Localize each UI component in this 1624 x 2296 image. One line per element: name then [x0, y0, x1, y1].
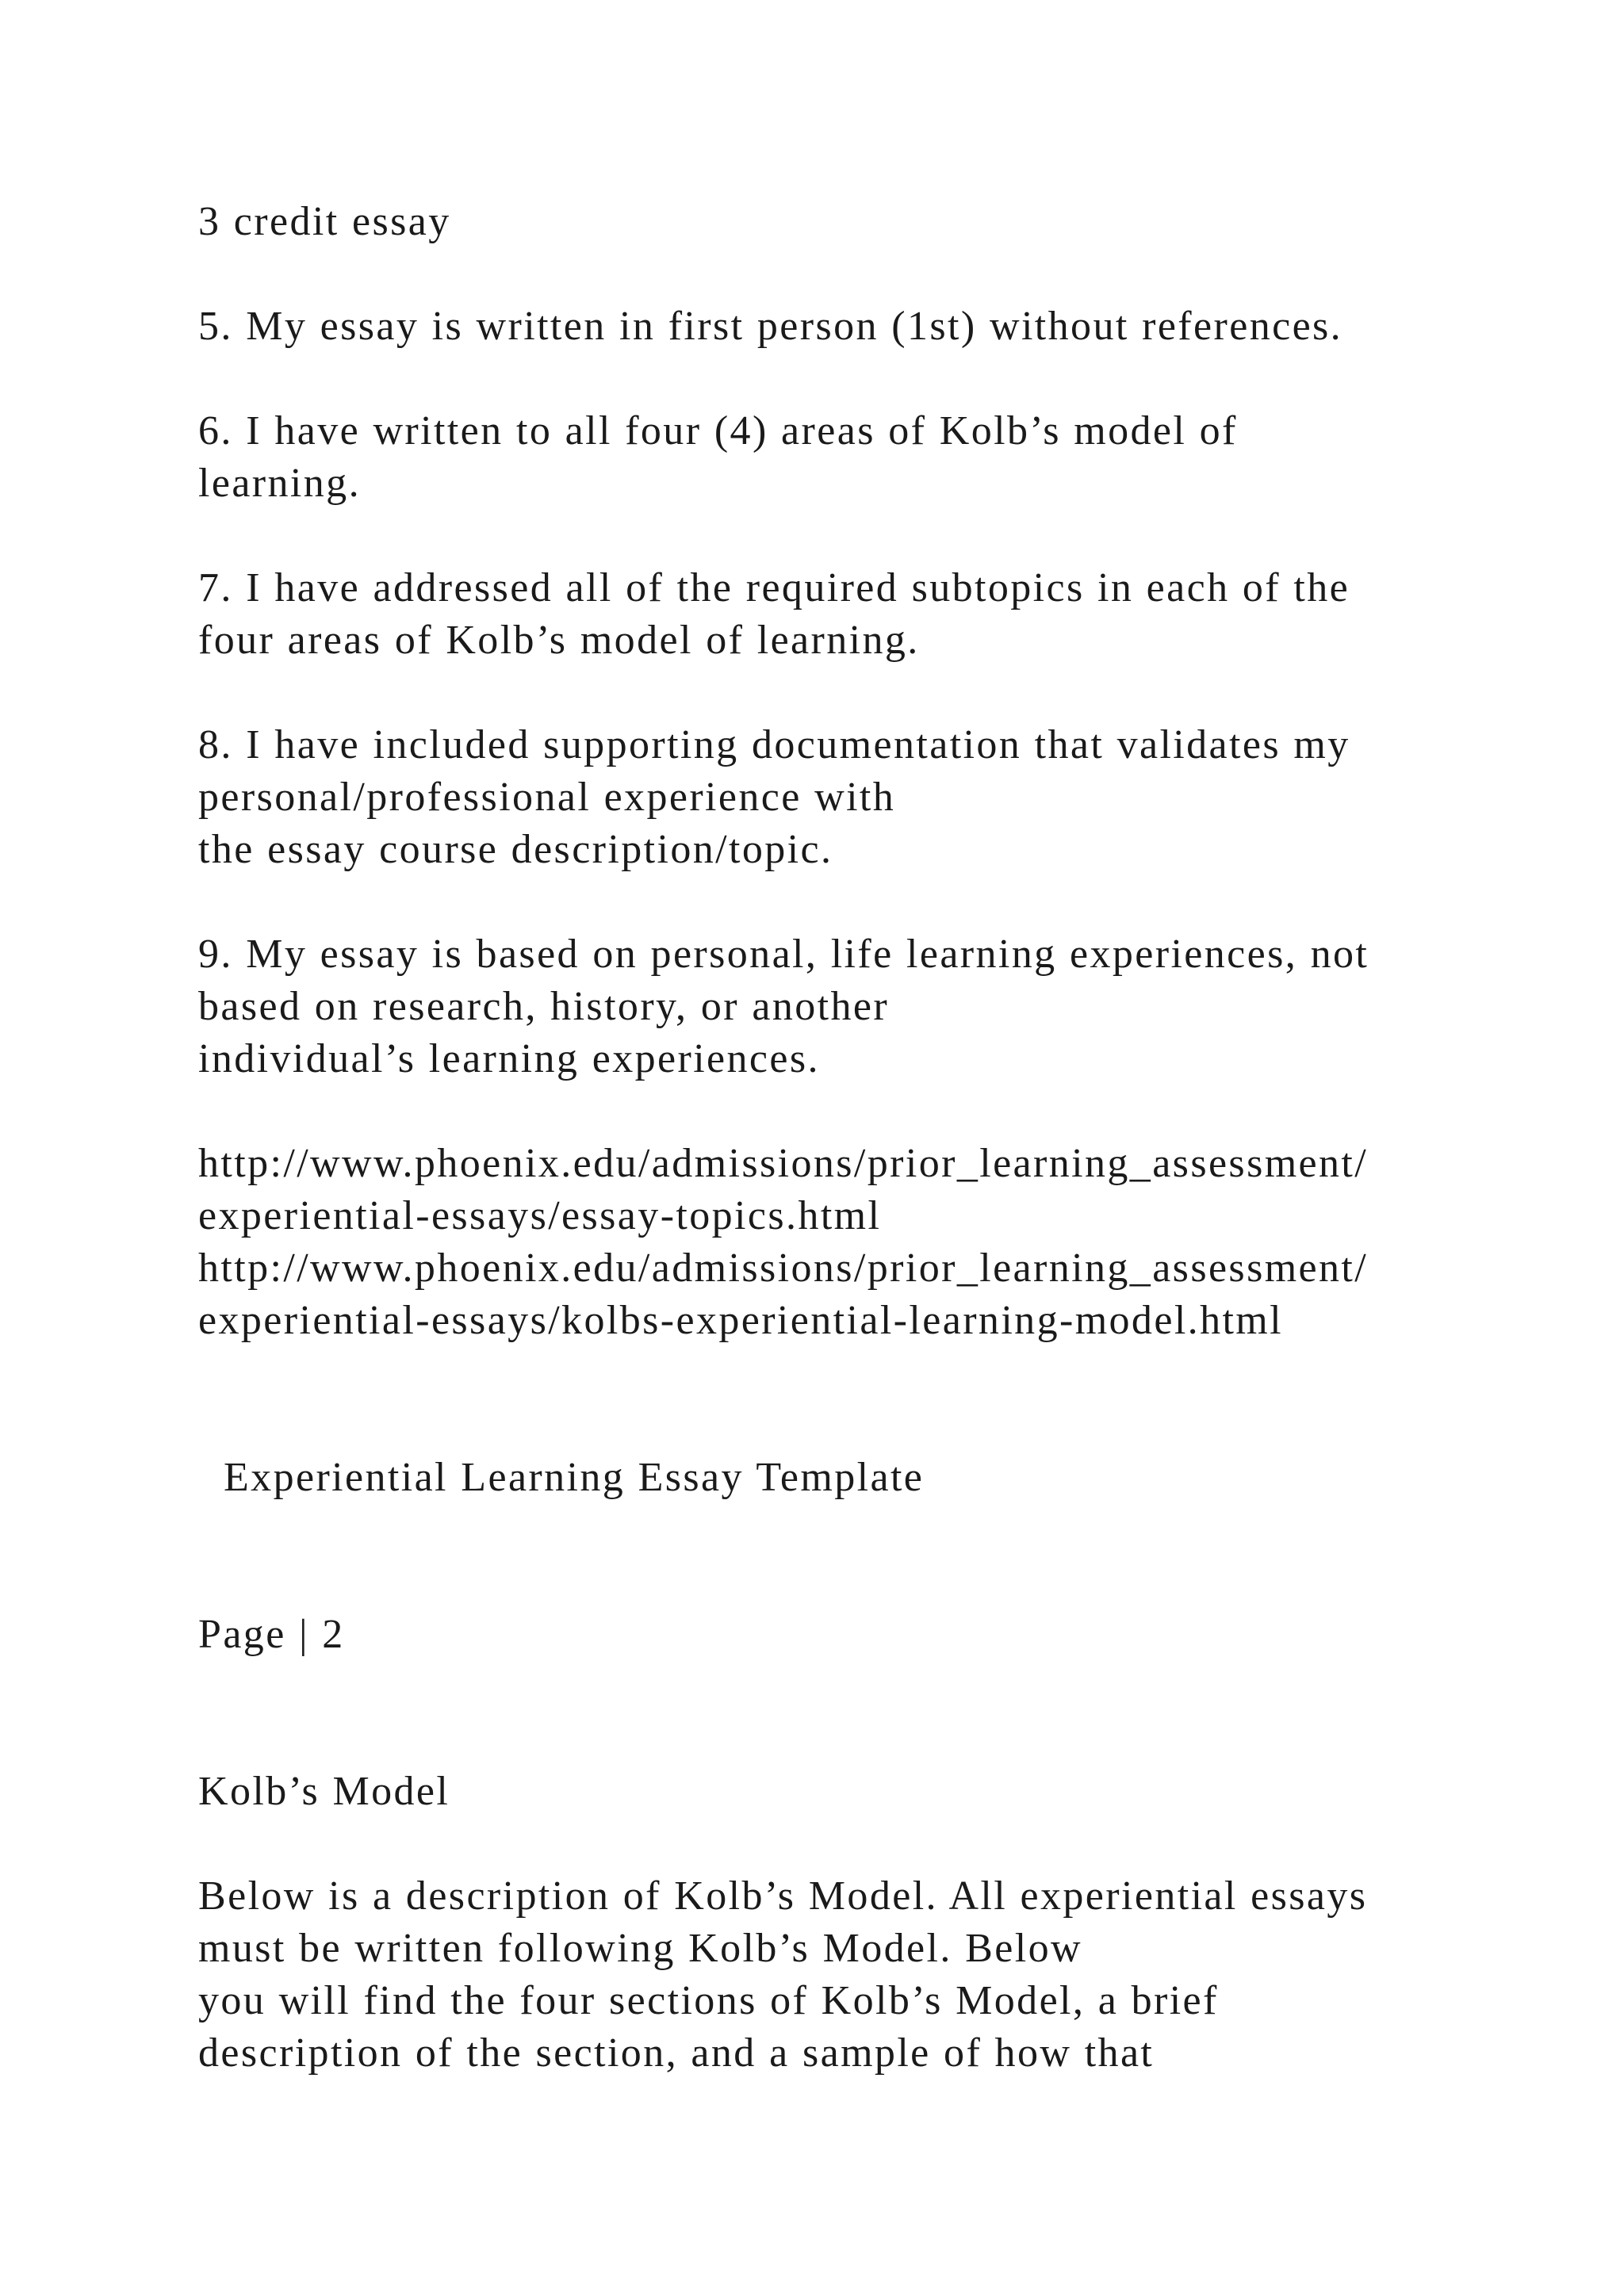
- checklist-item-8-line-1: 8. I have included supporting documentation that validates my: [198, 722, 1350, 767]
- description-line-4: description of the section, and a sample of how that: [198, 2030, 1155, 2076]
- section-heading-kolbs-model: Kolb’s Model: [198, 1769, 450, 1814]
- page-number: Page | 2: [198, 1612, 345, 1657]
- essay-topics-link-line-1[interactable]: http://www.phoenix.edu/admissions/prior_learning_assessment/: [198, 1141, 1369, 1186]
- essay-topics-link-line-2[interactable]: experiential-essays/essay-topics.html: [198, 1193, 882, 1238]
- checklist-item-5: 5. My essay is written in first person (1st) without references.: [198, 304, 1343, 349]
- description-line-2: must be written following Kolb’s Model. Below: [198, 1926, 1082, 1971]
- checklist-item-8-line-3: the essay course description/topic.: [198, 827, 833, 872]
- template-title: Experiential Learning Essay Template: [224, 1455, 925, 1500]
- heading-credit-essay: 3 credit essay: [198, 199, 451, 244]
- checklist-item-7-line-1: 7. I have addressed all of the required subtopics in each of the: [198, 565, 1350, 610]
- kolbs-model-link-line-2[interactable]: experiential-essays/kolbs-experiential-learning-model.html: [198, 1298, 1284, 1343]
- checklist-item-8-line-2: personal/professional experience with: [198, 775, 896, 820]
- checklist-item-9-line-2: based on research, history, or another: [198, 984, 890, 1029]
- checklist-item-9-line-3: individual’s learning experiences.: [198, 1036, 820, 1081]
- description-line-3: you will find the four sections of Kolb’s Model, a brief: [198, 1978, 1219, 2023]
- checklist-item-6-line-1: 6. I have written to all four (4) areas of Kolb’s model of: [198, 408, 1238, 453]
- checklist-item-6-line-2: learning.: [198, 461, 361, 506]
- checklist-item-7-line-2: four areas of Kolb’s model of learning.: [198, 618, 920, 663]
- kolbs-model-link-line-1[interactable]: http://www.phoenix.edu/admissions/prior_learning_assessment/: [198, 1246, 1369, 1291]
- checklist-item-9-line-1: 9. My essay is based on personal, life learning experiences, not: [198, 932, 1369, 977]
- description-line-1: Below is a description of Kolb’s Model. All experiential essays: [198, 1873, 1368, 1919]
